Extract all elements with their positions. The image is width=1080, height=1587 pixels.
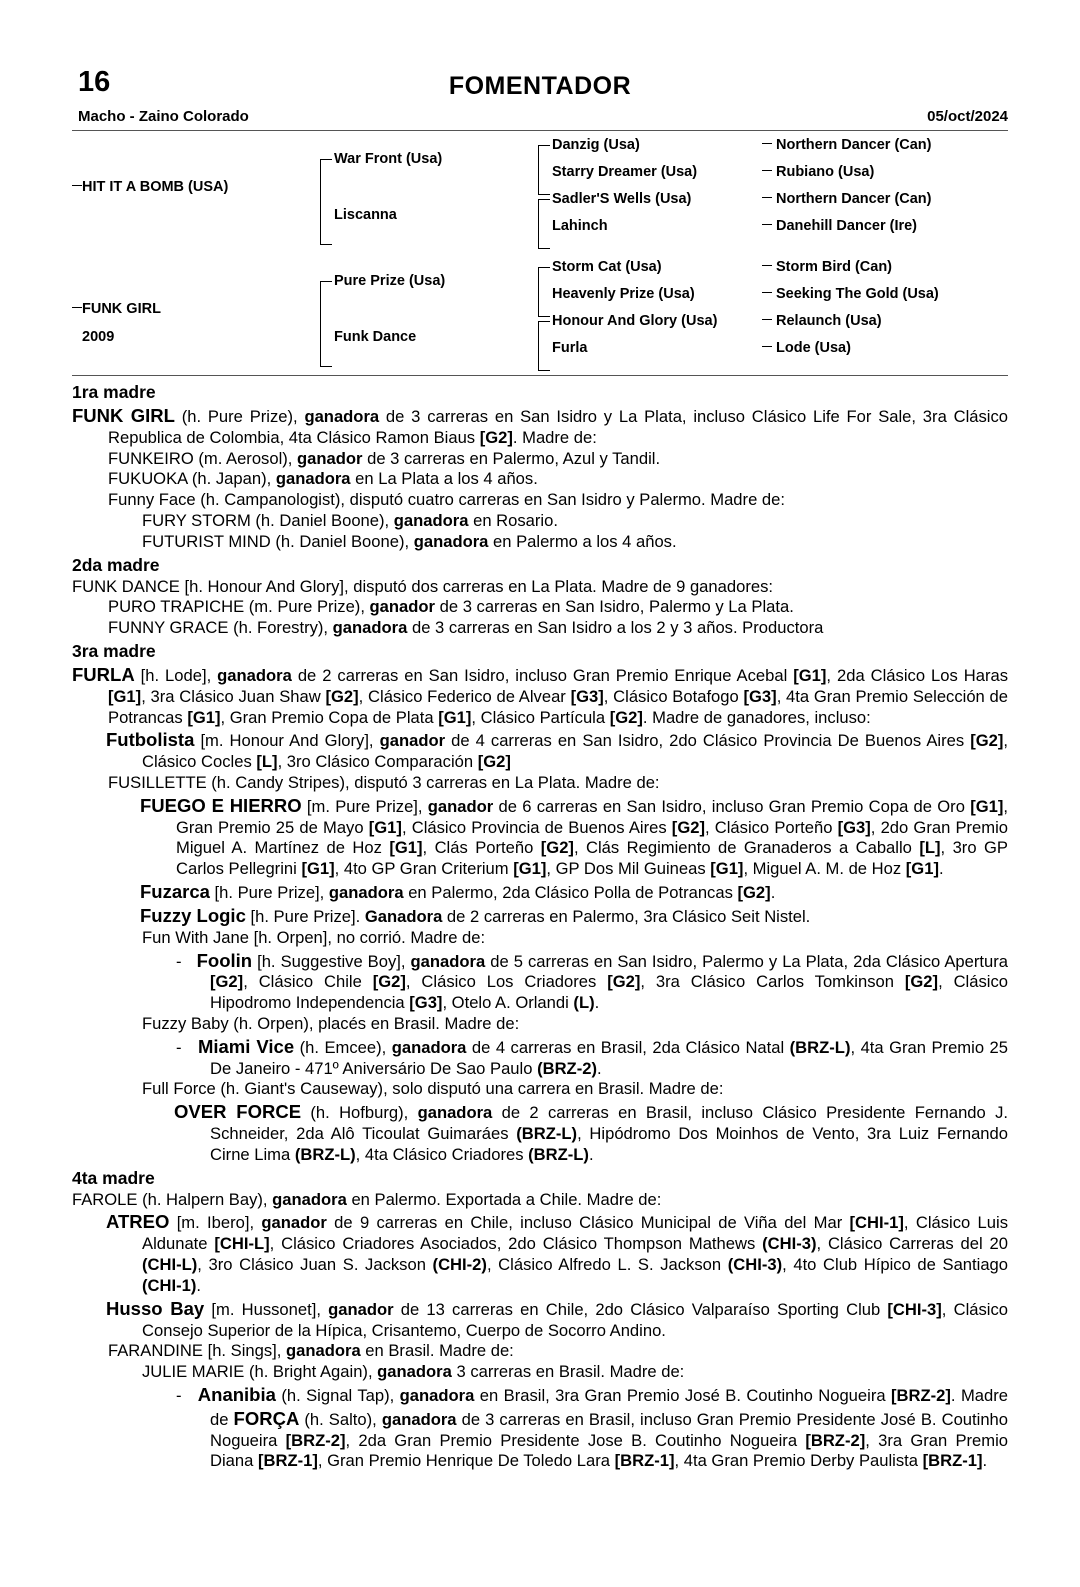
entry-text: , Clásico Federico de Alvear — [358, 686, 571, 706]
entry-text: , Gran Premio Copa de Plata — [220, 707, 439, 727]
entry-text: , 3ro Clásico Juan S. Jackson — [197, 1255, 433, 1275]
pedigree-g4-3: Northern Dancer (Can) — [776, 191, 932, 207]
grade-tag: [G1] — [301, 859, 335, 879]
pedigree-text — [72, 382, 1008, 1472]
tick-g4-5 — [762, 265, 772, 266]
grade-tag: [L] — [919, 838, 941, 858]
section-3ra-madre: 3ra madre — [72, 641, 156, 662]
entry-fuzzy-logic — [72, 904, 1008, 928]
entry-text: . — [196, 1275, 202, 1295]
entry-over-force — [72, 1100, 1008, 1165]
tick-g4-3 — [762, 197, 772, 198]
entry-name: ATREO — [106, 1211, 170, 1233]
grade-tag: [G2] — [210, 972, 244, 992]
entry-text: , Clásico Los Criadores — [405, 972, 608, 992]
entry-name: FUEGO E HIERRO — [140, 794, 302, 816]
entry-farole — [72, 1190, 1008, 1211]
entry-text: . Madre de — [210, 1385, 1008, 1429]
brace-sire-parents — [320, 159, 332, 245]
grade-tag: [G3] — [570, 686, 604, 706]
grade-tag: [G2] — [904, 972, 939, 992]
winner-tag: ganadora — [304, 406, 380, 426]
grade-tag: [L] — [256, 752, 278, 772]
brace-g3-1 — [538, 145, 550, 195]
entry-text: de 3 carreras en Palermo, Azul y Tandil. — [362, 448, 661, 468]
winner-tag: ganadora — [393, 511, 469, 531]
entry-name: FUNNY GRACE (h. Forestry), — [108, 618, 333, 638]
pedigree-sire-dam: Liscanna — [334, 207, 397, 223]
entry-text: , Gran Premio Henrique De Toledo Lara — [317, 1451, 615, 1471]
entry-text: de 3 carreras en San Isidro, Palermo y La Plata. — [435, 597, 794, 617]
entry-text: de 5 carreras en San Isidro, Palermo y La Plata, 2da Clásico Apertura — [485, 951, 1008, 971]
entry-text: en La Plata a los 4 años. — [350, 469, 538, 489]
winner-tag: ganadora — [275, 469, 351, 489]
list-dash: - — [176, 951, 182, 971]
grade-tag: [G1] — [368, 817, 402, 837]
pedigree-chart — [72, 131, 1008, 369]
entry-text: de 3 carreras en Brasil, incluso Gran Premio Presidente José B. Coutinho Nogueira — [210, 1409, 1009, 1450]
grade-tag: [CHI-3] — [887, 1299, 942, 1319]
winner-tag: ganador — [297, 448, 363, 468]
pedigree-g3-8: Furla — [552, 340, 588, 356]
entry-text: , Clásico Criadores Asociados, 2do Clásico Thompson Mathews — [269, 1234, 763, 1254]
entry-name: FURLA — [72, 663, 135, 685]
entry-text: de 4 carreras en Brasil, 2da Clásico Natal — [466, 1037, 790, 1057]
pedigree-g4-1: Northern Dancer (Can) — [776, 137, 932, 153]
winner-tag: ganadora — [285, 1341, 361, 1361]
winner-tag: ganadora — [413, 531, 489, 551]
grade-tag: (L) — [573, 993, 595, 1013]
grade-tag: (BRZ-L) — [528, 1144, 589, 1164]
entry-name: Husso Bay — [106, 1297, 205, 1319]
entry-name: OVER FORCE — [174, 1101, 302, 1123]
grade-tag: (BRZ-L) — [516, 1124, 578, 1144]
grade-tag: [G1] — [389, 838, 423, 858]
winner-tag: ganador — [261, 1213, 327, 1233]
list-dash: - — [176, 1385, 182, 1405]
entry-text: [m. Hussonet], — [204, 1299, 329, 1319]
entry-text: en Brasil, 3ra Gran Premio José B. Coutinho Nogueira — [474, 1385, 891, 1405]
entry-text: de 2 carreras en Brasil, incluso Clásico Presidente Fernando J. Schneider, 2da Alô Ticoulat Guimaráes — [210, 1103, 1008, 1144]
entry-text: [h. Suggestive Boy], — [252, 951, 411, 971]
entry-name: Fuzzy Logic — [140, 904, 246, 926]
entry-text: [h. Lode], — [134, 665, 218, 685]
section-4ta-madre: 4ta madre — [72, 1167, 155, 1188]
grade-tag: (BRZ-L) — [294, 1144, 356, 1164]
entry-text: . — [594, 993, 600, 1013]
entry-fuego-e-hierro — [72, 794, 1008, 880]
pedigree-g3-3: Sadler'S Wells (Usa) — [552, 191, 692, 207]
entry-fury-storm — [72, 511, 1008, 532]
entry-name: FAROLE (h. Halpern Bay), — [72, 1189, 273, 1209]
tick-g4-6 — [762, 292, 772, 293]
entry-puro-trapiche — [72, 597, 1008, 618]
entry-text: , 4ta Clásico Criadores — [355, 1144, 529, 1164]
pedigree-dam-sire: Pure Prize (Usa) — [334, 273, 446, 289]
entry-text: (h. Pure Prize), — [174, 406, 305, 426]
entry-text: (h. Salto), — [299, 1409, 382, 1429]
hip-number: 16 — [78, 66, 111, 98]
entry-text: , 4ta Gran Premio Derby Paulista — [674, 1451, 923, 1471]
grade-tag: [G2] — [540, 838, 574, 858]
page-header — [72, 62, 1008, 124]
entry-text: [m. Honour And Glory], — [194, 731, 380, 751]
pedigree-g3-2: Starry Dreamer (Usa) — [552, 164, 698, 180]
entry-text: , 4to Club Hípico de Santiago — [782, 1255, 1009, 1275]
grade-tag: [G2] — [477, 752, 511, 772]
pedigree-dam-dam: Funk Dance — [334, 329, 417, 345]
entry-text: , 4ta Gran Premio 25 De Janeiro - 471º Aniversário De Sao Paulo — [210, 1037, 1008, 1078]
entry-text: de 9 carreras en Chile, incluso Clásico Municipal de Viña del Mar — [326, 1213, 850, 1233]
entry-funny-face: Funny Face (h. Campanologist), disputó cuatro carreras en San Isidro y Palermo. Madre de: — [108, 490, 785, 510]
entry-text: , Clásico Consejo Superior de la Hípica, Crisantemo, Cuerpo de Socorro Andino. — [142, 1299, 1008, 1340]
catalog-date: 05/oct/2024 — [927, 108, 1008, 125]
entry-name: FARANDINE [h. Sings], — [108, 1341, 286, 1361]
entry-text: , 4ta Gran Premio Selección de Potrancas — [108, 686, 1008, 727]
entry-funk-dance: FUNK DANCE [h. Honour And Glory], disputó dos carreras en La Plata. Madre de 9 ganadores: — [72, 576, 773, 596]
entry-text: , Clás Porteño — [422, 838, 541, 858]
sex-and-coat: Macho - Zaino Colorado — [78, 108, 249, 125]
pedigree-g3-7: Honour And Glory (Usa) — [552, 313, 718, 329]
pedigree-g4-4: Danehill Dancer (Ire) — [776, 218, 918, 234]
entry-text: , GP Dos Mil Guineas — [546, 859, 711, 879]
catalog-page — [0, 62, 1080, 1587]
entry-text: , Otelo A. Orlandi — [442, 993, 574, 1013]
entry-text: en Palermo. Exportada a Chile. Madre de: — [346, 1189, 662, 1209]
grade-tag: (CHI-1) — [142, 1275, 197, 1295]
page-title: FOMENTADOR — [448, 72, 632, 100]
entry-text: de 3 carreras en San Isidro a los 2 y 3 años. Productora — [407, 618, 824, 638]
winner-tag: ganador — [427, 796, 494, 816]
entry-text: , Clásico Provincia de Buenos Aires — [401, 817, 672, 837]
grade-tag: [G3] — [837, 817, 871, 837]
entry-name: FUNKEIRO (m. Aerosol), — [108, 448, 298, 468]
entry-funkeiro — [72, 449, 1008, 470]
entry-husso-bay — [72, 1297, 1008, 1342]
entry-text: , 3ro GP Carlos Pellegrini — [176, 838, 1008, 879]
entry-futurist-mind — [72, 532, 1008, 553]
grade-tag: (BRZ-2) — [537, 1058, 597, 1078]
brace-g3-2 — [538, 199, 550, 249]
entry-fusillette: FUSILLETTE (h. Candy Stripes), disputó 3 carreras en La Plata. Madre de: — [108, 773, 660, 793]
tick-g4-8 — [762, 346, 772, 347]
entry-text: de 6 carreras en San Isidro, incluso Gran Premio Copa de Oro — [493, 796, 971, 816]
entry-atreo — [72, 1210, 1008, 1296]
entry-name: FUTURIST MIND (h. Daniel Boone), — [142, 531, 414, 551]
grade-tag: [BRZ-2] — [285, 1430, 346, 1450]
grade-tag: [G2] — [372, 972, 406, 992]
grade-tag: [CHI-L] — [214, 1234, 270, 1254]
entry-name: JULIE MARIE (h. Bright Again), — [142, 1362, 378, 1382]
entry-miami-vice — [72, 1035, 1008, 1080]
entry-text: , 3ra Clásico Carlos Tomkinson — [640, 972, 905, 992]
entry-text: (h. Emcee), — [294, 1037, 392, 1057]
winner-tag: ganadora — [377, 1362, 452, 1382]
brace-dam-parents — [320, 281, 332, 367]
pedigree-divider — [72, 375, 1008, 376]
entry-name: FURY STORM (h. Daniel Boone), — [142, 511, 394, 531]
entry-text: en Palermo a los 4 años. — [488, 531, 677, 551]
winner-tag: ganadora — [410, 951, 486, 971]
brace-tick-sire — [72, 185, 82, 186]
entry-text: (h. Signal Tap), — [275, 1385, 400, 1405]
entry-text: , 3ro Clásico Comparación — [277, 752, 478, 772]
grade-tag: [CHI-1] — [849, 1213, 904, 1233]
grade-tag: [BRZ-1] — [257, 1451, 318, 1471]
grade-tag: [G1] — [970, 796, 1004, 816]
winner-tag: ganadora — [272, 1189, 347, 1209]
entry-fuzzy-baby: Fuzzy Baby (h. Orpen), placés en Brasil. Madre de: — [142, 1013, 520, 1033]
entry-julie-marie — [72, 1362, 1008, 1383]
entry-name: PURO TRAPICHE (m. Pure Prize), — [108, 597, 370, 617]
entry-text: , 3ra Clásico Juan Shaw — [141, 686, 326, 706]
entry-text: en Rosario. — [468, 511, 558, 531]
entry-text: . — [770, 883, 776, 903]
grade-tag: (CHI-3) — [762, 1234, 817, 1254]
entry-text: , Clásico Luis Aldunate — [142, 1213, 1008, 1254]
entry-text: . — [938, 859, 944, 879]
entry-text: , 2da Gran Premio Presidente Jose B. Coutinho Nogueira — [345, 1430, 806, 1450]
entry-text: , Clásico Porteño — [704, 817, 838, 837]
entry-text: , Clásico Cocles — [142, 731, 1008, 772]
list-dash: - — [176, 1037, 182, 1057]
grade-tag: [BRZ-1] — [614, 1451, 675, 1471]
winner-tag: Ganadora — [364, 906, 443, 926]
entry-text: [m. Pure Prize], — [301, 796, 428, 816]
pedigree-g4-8: Lode (Usa) — [776, 340, 851, 356]
section-1ra-madre: 1ra madre — [72, 382, 156, 402]
entry-text: , Hipódromo Dos Moinhos de Vento, 3ra Luiz Fernando Cirne Lima — [210, 1124, 1008, 1164]
entry-futbolista — [72, 728, 1008, 773]
entry-text: , 3ra Gran Premio Diana — [210, 1430, 1009, 1471]
entry-name-forca: FORÇA — [233, 1407, 300, 1429]
grade-tag: (CHI-3) — [727, 1255, 783, 1275]
entry-name: FUKUOKA (h. Japan), — [108, 469, 276, 489]
winner-tag: ganador — [328, 1299, 394, 1319]
pedigree-g4-6: Seeking The Gold (Usa) — [776, 286, 939, 302]
pedigree-sire-sire: War Front (Usa) — [334, 151, 443, 167]
entry-name: Futbolista — [106, 729, 195, 751]
winner-tag: ganadora — [328, 883, 404, 903]
entry-fukuoka — [72, 469, 1008, 490]
entry-name: FUNK GIRL — [72, 404, 175, 426]
entry-furla — [72, 663, 1008, 728]
entry-text: , 4to GP Gran Criterium — [334, 859, 514, 879]
grade-tag: (CHI-2) — [432, 1255, 487, 1275]
entry-ananibia — [72, 1383, 1008, 1472]
entry-text: , Clásico Carreras del 20 — [816, 1234, 1008, 1254]
grade-tag: [G2] — [325, 686, 359, 706]
entry-text: de 2 carreras en San Isidro, incluso Gran Premio Enrique Acebal — [291, 665, 794, 685]
entry-name: Foolin — [196, 949, 253, 971]
entry-foolin — [72, 949, 1008, 1014]
entry-full-force: Full Force (h. Giant's Causeway), solo disputó una carrera en Brasil. Madre de: — [142, 1079, 724, 1099]
winner-tag: ganadora — [217, 665, 292, 685]
grade-tag: [G2] — [479, 427, 513, 447]
grade-tag: [G1] — [513, 859, 547, 879]
grade-tag: [G1] — [108, 686, 142, 706]
entry-text: de 2 carreras en Palermo, 3ra Clásico Seit Nistel. — [442, 906, 811, 926]
entry-fun-with-jane: Fun With Jane [h. Orpen], no corrió. Madre de: — [142, 927, 486, 947]
tick-g4-7 — [762, 319, 772, 320]
pedigree-sire: HIT IT A BOMB (USA) — [82, 179, 229, 195]
winner-tag: ganadora — [381, 1409, 457, 1429]
grade-tag: [G1] — [905, 859, 939, 879]
entry-text: . Madre de ganadores, incluso: — [642, 707, 871, 727]
tick-g4-2 — [762, 170, 772, 171]
entry-text: 3 carreras en Brasil. Madre de: — [451, 1362, 685, 1382]
entry-text: (h. Hofburg), — [301, 1103, 418, 1123]
grade-tag: [G1] — [187, 707, 221, 727]
entry-text: [h. Pure Prize]. — [245, 906, 365, 926]
grade-tag: [G1] — [438, 707, 472, 727]
grade-tag: [G1] — [710, 859, 744, 879]
brace-tick-dam — [72, 307, 82, 308]
grade-tag: [BRZ-1] — [922, 1451, 983, 1471]
grade-tag: [G3] — [743, 686, 777, 706]
section-2da-madre: 2da madre — [72, 554, 160, 575]
entry-text: , Gran Premio 25 de Mayo — [176, 796, 1008, 837]
entry-name: Fuzarca — [140, 881, 210, 903]
grade-tag: [G2] — [671, 817, 705, 837]
grade-tag: [G2] — [970, 731, 1004, 751]
grade-tag: [G1] — [793, 665, 827, 685]
entry-text: , Clás Regimiento de Granaderos a Caballo — [573, 838, 920, 858]
entry-text: , Clásico Partícula — [471, 707, 610, 727]
tick-g4-1 — [762, 143, 772, 144]
pedigree-g4-2: Rubiano (Usa) — [776, 164, 875, 180]
pedigree-g3-6: Heavenly Prize (Usa) — [552, 286, 695, 302]
entry-text: . Madre de: — [512, 427, 597, 447]
winner-tag: ganadora — [332, 618, 408, 638]
entry-funny-grace — [72, 618, 1008, 639]
pedigree-dam-year: 2009 — [82, 329, 115, 345]
winner-tag: ganadora — [399, 1385, 475, 1405]
winner-tag: ganadora — [417, 1103, 493, 1123]
entry-text: de 4 carreras en San Isidro, 2do Clásico Provincia De Buenos Aires — [445, 731, 971, 751]
entry-text: . — [982, 1451, 988, 1471]
pedigree-g3-1: Danzig (Usa) — [552, 137, 640, 153]
entry-text: de 13 carreras en Chile, 2do Clásico Valparaíso Sporting Club — [393, 1299, 888, 1319]
entry-text: , Clásico Alfredo L. S. Jackson — [486, 1255, 728, 1275]
entry-funk-girl — [72, 404, 1008, 449]
winner-tag: ganadora — [391, 1037, 467, 1057]
grade-tag: [BRZ-2] — [891, 1385, 951, 1405]
grade-tag: (BRZ-L) — [789, 1037, 851, 1057]
pedigree-g4-7: Relaunch (Usa) — [776, 313, 882, 329]
entry-text: , Clásico Chile — [243, 972, 373, 992]
pedigree-g3-4: Lahinch — [552, 218, 608, 234]
entry-text: . — [596, 1058, 602, 1078]
pedigree-g3-5: Storm Cat (Usa) — [552, 259, 662, 275]
pedigree-dam: FUNK GIRL — [82, 301, 161, 317]
tick-g4-4 — [762, 224, 772, 225]
entry-text: [h. Pure Prize], — [209, 883, 329, 903]
entry-text: , Clásico Botafogo — [603, 686, 744, 706]
entry-text: de 3 carreras en San Isidro y La Plata, incluso Clásico Life For Sale, 3ra Clásico Republica de Colombia, 4ta Clásico Ramon Biaus — [108, 406, 1008, 447]
grade-tag: [G3] — [409, 993, 443, 1013]
brace-g3-3 — [538, 267, 550, 317]
entry-name: Ananibia — [197, 1383, 276, 1405]
entry-farandine — [72, 1341, 1008, 1362]
entry-text: en Palermo, 2da Clásico Polla de Potrancas — [403, 883, 738, 903]
entry-text: , 2do Gran Premio Miguel A. Martínez de Hoz — [176, 817, 1009, 858]
entry-name: Miami Vice — [197, 1035, 295, 1057]
entry-text: . — [588, 1144, 594, 1164]
grade-tag: [BRZ-2] — [805, 1430, 866, 1450]
grade-tag: [G2] — [737, 883, 771, 903]
winner-tag: ganador — [379, 731, 446, 751]
winner-tag: ganador — [369, 597, 436, 617]
pedigree-g4-5: Storm Bird (Can) — [776, 259, 892, 275]
grade-tag: (CHI-L) — [142, 1255, 198, 1275]
brace-g3-4 — [538, 321, 550, 371]
entry-fuzarca — [72, 880, 1008, 904]
entry-text: en Brasil. Madre de: — [360, 1341, 514, 1361]
entry-text: [m. Ibero], — [169, 1213, 262, 1233]
entry-text: , Miguel A. M. de Hoz — [743, 859, 906, 879]
grade-tag: [G2] — [609, 707, 643, 727]
grade-tag: [G2] — [607, 972, 641, 992]
entry-text: , 2da Clásico Los Haras — [826, 665, 1008, 685]
entry-text: , Clásico Hipodromo Independencia — [210, 972, 1008, 1013]
